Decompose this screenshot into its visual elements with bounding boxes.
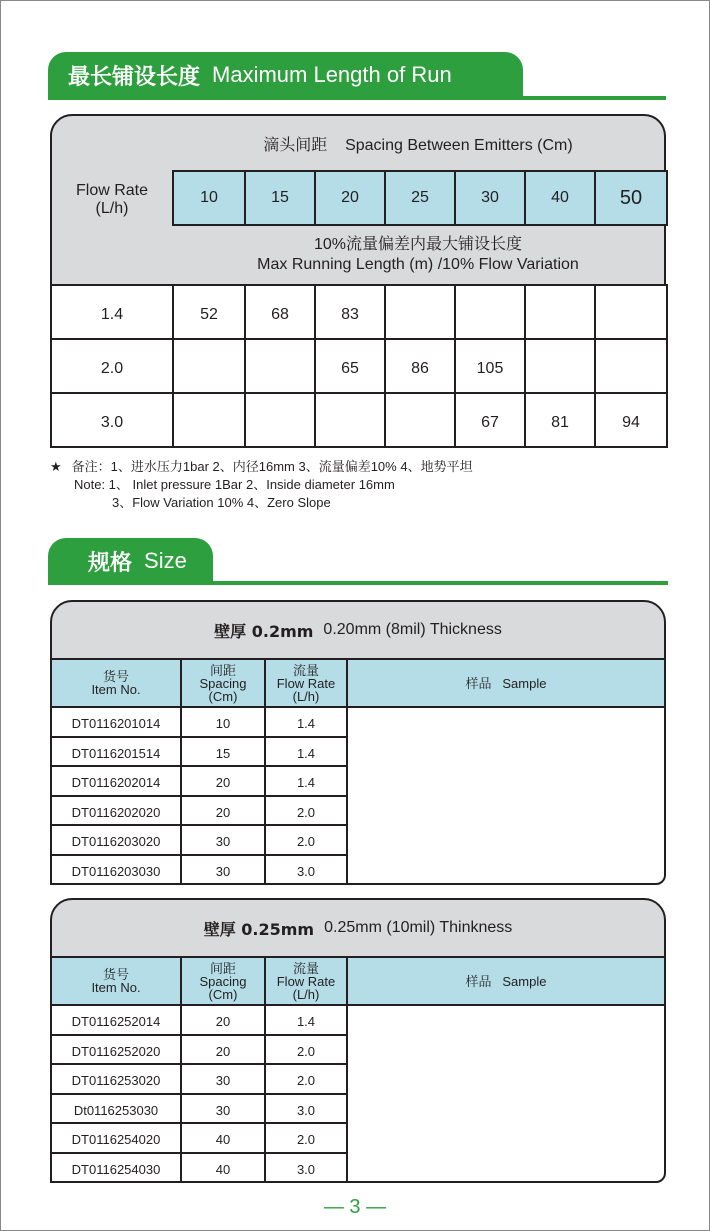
run-length-cell bbox=[172, 392, 246, 448]
spacing-cell: 30 bbox=[180, 1093, 266, 1125]
flow-rate-header bbox=[264, 658, 348, 708]
size-table-02 bbox=[50, 600, 666, 882]
item-no-header-text: 货号 bbox=[102, 967, 129, 982]
item-no-cell: DT0116201014 bbox=[50, 706, 182, 738]
item-no-cell: DT0116253020 bbox=[50, 1063, 182, 1095]
flow-rate-cell: 2.0 bbox=[50, 338, 174, 394]
spacing-cell: 30 bbox=[180, 854, 266, 886]
item-no-cell: DT0116254030 bbox=[50, 1152, 182, 1184]
section-header-size bbox=[48, 538, 668, 586]
spacing-cell: 30 bbox=[180, 1063, 266, 1095]
flow-rate-label: Flow Rate bbox=[75, 182, 149, 199]
section-size-zh: 规格 bbox=[88, 550, 133, 576]
spacing-cell: 40 bbox=[180, 1152, 266, 1184]
run-length-cell: 52 bbox=[172, 284, 246, 340]
item-no-cell: DT0116252014 bbox=[50, 1004, 182, 1036]
item-no-header-text: Item No. bbox=[91, 682, 141, 697]
flow-rate-cell: 2.0 bbox=[264, 795, 348, 827]
spacing-header bbox=[180, 956, 266, 1006]
size-table-025 bbox=[50, 898, 666, 1181]
flow-rate-header-text: Flow Rate bbox=[276, 675, 336, 691]
item-no-header bbox=[50, 658, 182, 708]
item-no-cell: DT0116203020 bbox=[50, 824, 182, 856]
item-no-cell: DT0116201514 bbox=[50, 736, 182, 768]
size-table-025-title bbox=[50, 898, 666, 958]
run-length-cell: 94 bbox=[594, 392, 668, 448]
flow-rate-header bbox=[264, 956, 348, 1006]
flow-rate-cell: 2.0 bbox=[264, 1034, 348, 1066]
flow-rate-cell: 1.4 bbox=[50, 284, 174, 340]
spacing-header-text: 间距 bbox=[209, 662, 236, 678]
size-table-02-title-zh: 壁厚 0.2mm bbox=[214, 621, 314, 641]
max-run-en: Max Running Length (m) /10% Flow Variation bbox=[257, 256, 579, 273]
section-title-en: Maximum Length of Run bbox=[212, 62, 452, 87]
run-length-cell bbox=[244, 392, 316, 448]
page-number: — 3 — bbox=[323, 1196, 387, 1218]
run-length-cell bbox=[244, 338, 316, 394]
run-length-cell: 81 bbox=[524, 392, 596, 448]
spacing-header-text: (Cm) bbox=[208, 688, 238, 704]
flow-rate-header-text: (L/h) bbox=[292, 688, 320, 704]
max-length-table bbox=[50, 114, 666, 446]
spacing-cell: 20 bbox=[180, 1004, 266, 1036]
spacing-cell: 15 bbox=[180, 736, 266, 768]
sample-header: 样品 Sample bbox=[346, 956, 666, 1006]
flow-rate-cell: 3.0 bbox=[264, 1093, 348, 1125]
item-no-cell: DT0116254020 bbox=[50, 1122, 182, 1154]
spacing-cell: 30 bbox=[180, 824, 266, 856]
flow-rate-cell: 3.0 bbox=[264, 854, 348, 886]
run-length-cell: 86 bbox=[384, 338, 456, 394]
item-no-cell: DT0116202014 bbox=[50, 765, 182, 797]
run-length-cell: 105 bbox=[454, 338, 526, 394]
run-length-cell bbox=[524, 284, 596, 340]
run-length-cell bbox=[172, 338, 246, 394]
size-table-02-title bbox=[50, 600, 666, 660]
run-length-cell: 68 bbox=[244, 284, 316, 340]
item-no-header-text: Item No. bbox=[91, 980, 141, 995]
note-zh: 备注：1、进水压力1bar 2、内径16mm 3、流量偏差10% 4、地势平坦 bbox=[71, 459, 473, 474]
run-length-cell bbox=[594, 338, 668, 394]
spacing-cell: 20 bbox=[180, 795, 266, 827]
flow-rate-cell: 1.4 bbox=[264, 765, 348, 797]
note-en-1: Note: 1、 Inlet pressure 1Bar 2、Inside diameter 16mm bbox=[74, 477, 395, 492]
flow-rate-header-text: 流量 bbox=[292, 662, 319, 678]
spacing-header-text: Spacing bbox=[199, 973, 247, 989]
spacing-cell: 20 bbox=[314, 170, 386, 226]
flow-rate-cell: 1.4 bbox=[264, 706, 348, 738]
note-block bbox=[50, 458, 473, 512]
run-length-cell: 67 bbox=[454, 392, 526, 448]
flow-rate-header bbox=[50, 114, 174, 286]
run-length-cell bbox=[384, 284, 456, 340]
size-table-025-title-zh: 壁厚 0.25mm bbox=[203, 919, 315, 939]
spacing-cell: 10 bbox=[180, 706, 266, 738]
spacing-header-text: (Cm) bbox=[208, 986, 238, 1002]
spacing-cell: 25 bbox=[384, 170, 456, 226]
max-run-zh: 10%流量偏差内最大铺设长度 bbox=[313, 236, 523, 253]
max-run-header bbox=[172, 224, 666, 286]
run-length-cell bbox=[454, 284, 526, 340]
flow-rate-unit: (L/h) bbox=[95, 200, 129, 217]
spacing-cell: 20 bbox=[180, 1034, 266, 1066]
section-title-zh: 最长铺设长度 bbox=[68, 64, 201, 90]
flow-rate-cell: 1.4 bbox=[264, 1004, 348, 1036]
spacing-cell: 20 bbox=[180, 765, 266, 797]
flow-rate-cell: 3.0 bbox=[50, 392, 174, 448]
size-table-025-title-en: 0.25mm (10mil) Thinkness bbox=[324, 919, 513, 936]
spacing-cell: 15 bbox=[244, 170, 316, 226]
spacing-header bbox=[172, 114, 666, 172]
flow-rate-cell: 2.0 bbox=[264, 1122, 348, 1154]
spacing-header-text: Spacing bbox=[199, 675, 247, 691]
item-no-header-text: 货号 bbox=[102, 669, 129, 684]
flow-rate-cell: 2.0 bbox=[264, 824, 348, 856]
spacing-cell: 40 bbox=[524, 170, 596, 226]
spacing-cell: 10 bbox=[172, 170, 246, 226]
star-icon: ★ bbox=[50, 459, 62, 474]
sample-header: 样品 Sample bbox=[346, 658, 666, 708]
run-length-cell bbox=[384, 392, 456, 448]
sample-area bbox=[346, 1004, 666, 1183]
run-length-cell bbox=[314, 392, 386, 448]
run-length-cell: 65 bbox=[314, 338, 386, 394]
spacing-cell: 50 bbox=[594, 170, 668, 226]
spacing-header-text: 间距 bbox=[209, 960, 236, 976]
spacing-cell: 30 bbox=[454, 170, 526, 226]
run-length-cell: 83 bbox=[314, 284, 386, 340]
flow-rate-cell: 1.4 bbox=[264, 736, 348, 768]
spacing-header bbox=[180, 658, 266, 708]
spacing-cell: 40 bbox=[180, 1122, 266, 1154]
sample-area bbox=[346, 706, 666, 885]
item-no-cell: DT0116252020 bbox=[50, 1034, 182, 1066]
flow-rate-header-text: Flow Rate bbox=[276, 973, 336, 989]
item-no-header bbox=[50, 956, 182, 1006]
run-length-cell bbox=[594, 284, 668, 340]
size-table-02-title-en: 0.20mm (8mil) Thickness bbox=[323, 621, 502, 638]
flow-rate-header-text: (L/h) bbox=[292, 986, 320, 1002]
flow-rate-cell: 3.0 bbox=[264, 1152, 348, 1184]
section-size-en: Size bbox=[144, 548, 187, 573]
item-no-cell: DT0116202020 bbox=[50, 795, 182, 827]
item-no-cell: Dt0116253030 bbox=[50, 1093, 182, 1125]
flow-rate-header-text: 流量 bbox=[292, 960, 319, 976]
run-length-cell bbox=[524, 338, 596, 394]
note-en-2: 3、Flow Variation 10% 4、Zero Slope bbox=[112, 495, 331, 510]
spacing-header-text: 滴头间距 Spacing Between Emitters (Cm) bbox=[263, 136, 573, 154]
flow-rate-cell: 2.0 bbox=[264, 1063, 348, 1095]
item-no-cell: DT0116203030 bbox=[50, 854, 182, 886]
section-header-max-length bbox=[48, 52, 668, 100]
